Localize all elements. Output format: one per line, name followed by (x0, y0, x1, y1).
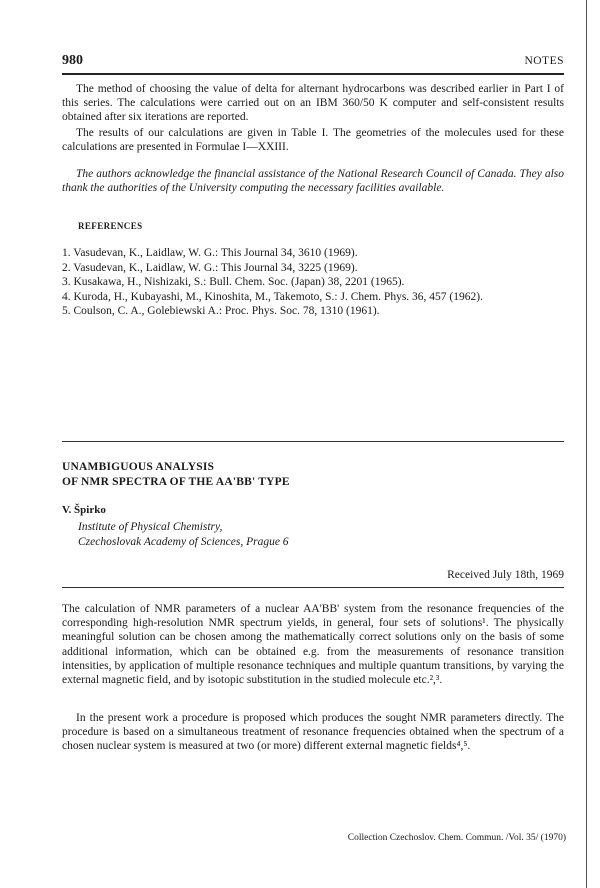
reference-item: 5. Coulson, C. A., Golebiewski A.: Proc. Phys. Soc. 78, 1310 (1961). (62, 305, 380, 318)
acknowledgement: The authors acknowledge the financial assistance of the National Research Council of Canada. They also thank the authorities of the University computing the necessary facilities available. (62, 168, 564, 195)
affiliation-line-2: Czechoslovak Academy of Sciences, Prague 6 (78, 536, 289, 548)
section-title: NOTES (524, 55, 564, 67)
author-affiliation (78, 520, 289, 550)
affiliation-line-1: Institute of Physical Chemistry, (78, 521, 223, 533)
article-separator-rule (62, 441, 564, 442)
reference-item: 3. Kusakawa, H., Nishizaki, S.: Bull. Chem. Soc. (Japan) 38, 2201 (1965). (62, 276, 405, 289)
reference-item: 1. Vasudevan, K., Laidlaw, W. G.: This Journal 34, 3610 (1969). (62, 247, 358, 259)
article-paragraph-1: The calculation of NMR parameters of a nuclear AA'BB' system from the resonance frequencies of the corresponding high-resolution NMR spectrum yields, in general, four sets of solutions¹. The physically meaningful solution can be chosen among the mathematically correct solutions only on the basis of some additional information, which can be obtained e.g. from the measurements of resonance transition intensities, by application of multiple resonance techniques and multiple quantum transitions, by varying the external magnetic field, and by isotopic substitution in the studied molecule etc.²,³. (62, 603, 564, 687)
page-edge-line (586, 0, 587, 888)
article-title (62, 460, 290, 489)
article-title-line-2: OF NMR SPECTRA OF THE AA'BB' TYPE (62, 475, 290, 488)
article-paragraph-2: In the present work a procedure is proposed which produces the sought NMR parameters directly. The procedure is based on a simultaneous treatment of resonance frequencies obtained when the spectrum of a chosen nuclear system is measured at two (or more) different external magnetic fields⁴,⁵. (62, 712, 564, 753)
journal-footer: Collection Czechoslov. Chem. Commun. /Vol. 35/ (1970) (347, 833, 566, 843)
reference-item: 4. Kuroda, H., Kubayashi, M., Kinoshita, M., Takemoto, S.: J. Chem. Phys. 36, 457 (1962). (62, 290, 483, 303)
reference-item: 2. Vasudevan, K., Laidlaw, W. G.: This Journal 34, 3225 (1969). (62, 261, 358, 274)
references-heading: REFERENCES (78, 221, 143, 231)
article-title-line-1: UNAMBIGUOUS ANALYSIS (62, 461, 215, 473)
intro-paragraph-1: The method of choosing the value of delta for alternant hydrocarbons was described earlier in Part I of this series. The calculations were carried out on an IBM 360/50 K computer and self-consistent results obtained after six iterations are reported. (62, 83, 564, 124)
running-header (62, 53, 564, 71)
header-rule (62, 73, 564, 75)
article-author: V. Špirko (62, 504, 106, 516)
references-list (62, 246, 564, 319)
received-rule (62, 587, 564, 588)
page-number: 980 (62, 53, 83, 68)
intro-paragraph-2: The results of our calculations are given in Table I. The geometries of the molecules used for these calculations are presented in Formulae I—XXIII. (62, 127, 564, 154)
received-date: Received July 18th, 1969 (447, 569, 564, 581)
